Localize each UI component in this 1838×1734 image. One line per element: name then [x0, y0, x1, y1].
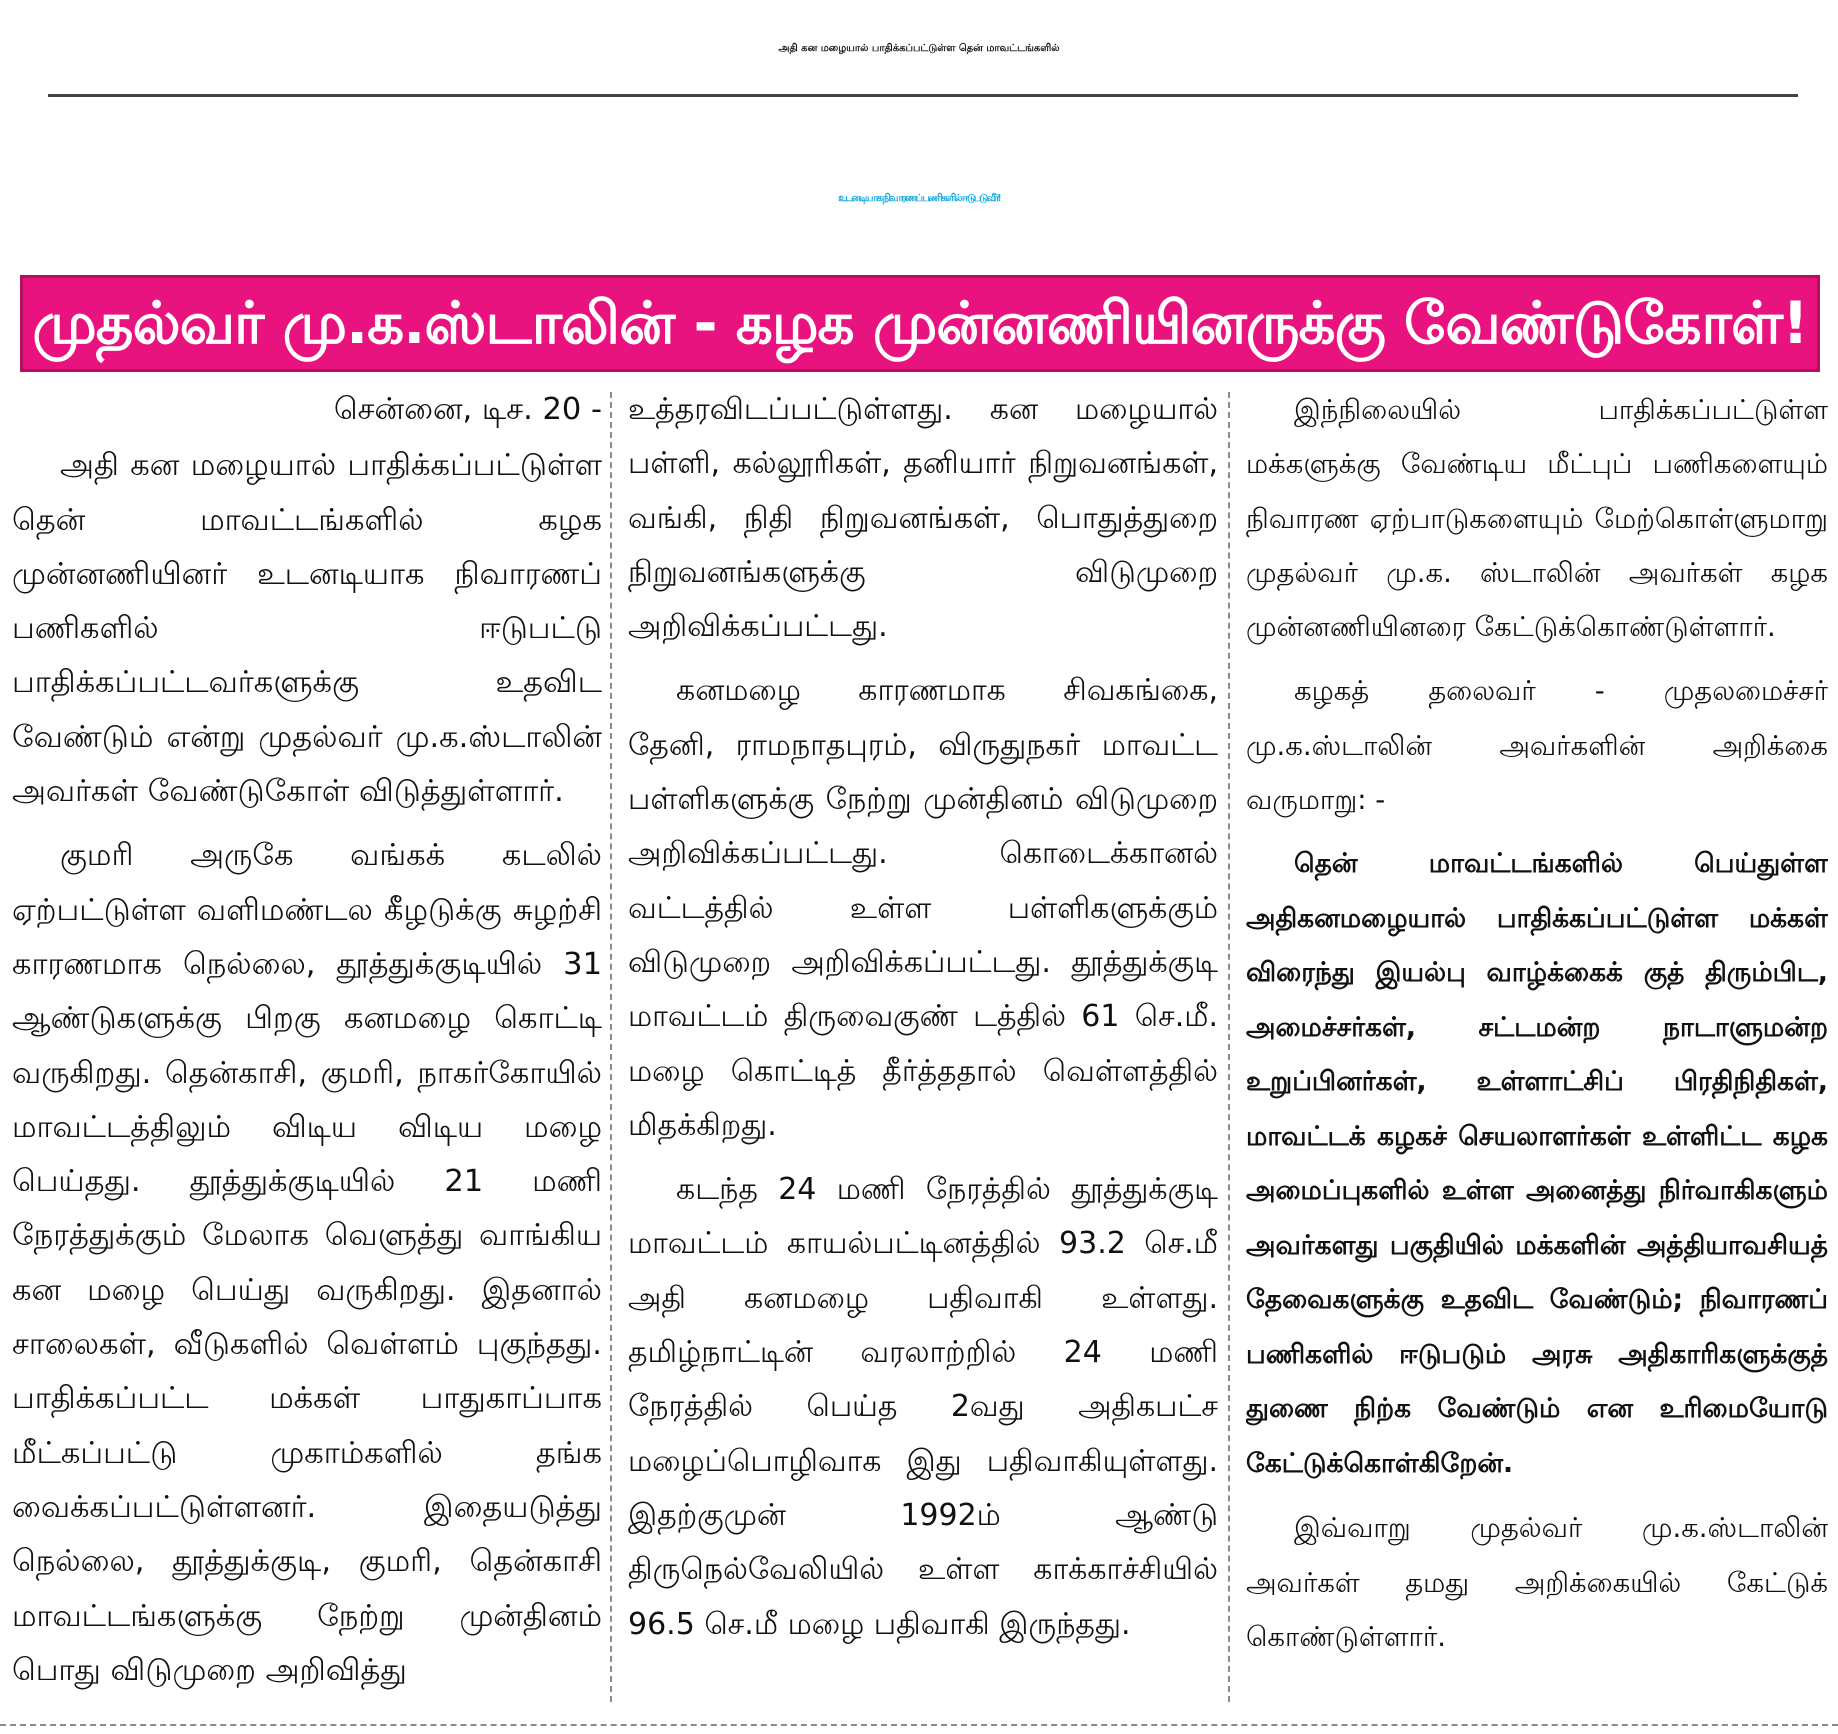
bottom-rule: [0, 1724, 1838, 1726]
article-paragraph: அதி கன மழையால் பாதிக்கப்பட்டுள்ள தென் மாவட்டங்களில் கழக முன்னணியினர் உடனடியாக நிவாரணப் பணிகளில் ஈடுபட்டு பாதிக்கப்பட்டவர்களுக்கு உதவிட வேண்டும் என்று முதல்வர் மு.க.ஸ்டாலின் அவர்கள் வேண்டுகோள் விடுத்துள்ளார்.: [12, 448, 602, 810]
subhead-banner: [20, 275, 1820, 372]
dateline: சென்னை, டிச. 20 -: [333, 392, 602, 427]
subhead-text: முதல்வர் மு.க.ஸ்டாலின் - கழக முன்னணியினருக்கு வேண்டுகோள்!: [32, 289, 1808, 357]
article-paragraph: இவ்வாறு முதல்வர் மு.க.ஸ்டாலின் அவர்கள் தமது அறிக்கையில் கேட்டுக் கொண்டுள்ளார்.: [1246, 1512, 1828, 1653]
kicker-rule: [48, 94, 1798, 97]
article-column-1: [12, 383, 602, 1708]
article-column-3: [1246, 383, 1828, 1708]
article-paragraph: உத்தரவிடப்பட்டுள்ளது. கன மழையால் பள்ளி, கல்லூரிகள், தனியார் நிறுவனங்கள், வங்கி, நிதி நிறுவனங்கள், பொதுத்துறை நிறுவனங்களுக்கு விடுமுறை அறிவிக்கப்பட்டது.: [628, 392, 1218, 645]
article-paragraph: கடந்த 24 மணி நேரத்தில் தூத்துக்குடி மாவட்டம் காயல்பட்டினத்தில் 93.2 செ.மீ அதி கனமழை பதிவாகி உள்ளது. தமிழ்நாட்டின் வரலாற்றில் 24 மணி நேரத்தில் பெய்த 2வது அதிகபட்ச மழைப்பொழிவாக இது பதிவாகியுள்ளது. இதற்குமுன் 1992ம் ஆண்டு திருநெல்வேலியில் உள்ள காக்காச்சியில் 96.5 செ.மீ மழை பதிவாகி இருந்தது.: [628, 1172, 1218, 1642]
main-headline: உடனடியாக நிவாரணப் பணிகளில் ஈடுபடுவீர்!: [838, 193, 1000, 204]
article-paragraph: கனமழை காரணமாக சிவகங்கை, தேனி, ராமநாதபுரம், விருதுநகர் மாவட்ட பள்ளிகளுக்கு நேற்று முன்தினம் விடுமுறை அறிவிக்கப்பட்டது. கொடைக்கானல் வட்டத்தில் உள்ள பள்ளிகளுக்கும் விடுமுறை அறிவிக்கப்பட்டது. தூத்துக்குடி மாவட்டம் திருவைகுண் டத்தில் 61 செ.மீ. மழை கொட்டித் தீர்த்ததால் வெள்ளத்தில் மிதக்கிறது.: [628, 673, 1218, 1143]
article-paragraph: கழகத் தலைவர் - முதலமைச்சர் மு.க.ஸ்டாலின் அவர்களின் அறிக்கை வருமாறு: -: [1246, 675, 1828, 817]
column-divider: [1228, 392, 1230, 1702]
article-column-2: [628, 383, 1218, 1708]
kicker-headline: அதி கன மழையால் பாதிக்கப்பட்டுள்ள தென் மாவட்டங்களில்: [778, 43, 1060, 54]
column-divider: [610, 392, 612, 1702]
statement-quote: தென் மாவட்டங்களில் பெய்துள்ள அதிகனமழையால் பாதிக்கப்பட்டுள்ள மக்கள் விரைந்து இயல்பு வாழ்க்கைக் குத் திரும்பிட, அமைச்சர்கள், சட்டமன்ற நாடாளுமன்ற உறுப்பினர்கள், உள்ளாட்சிப் பிரதிநிதிகள், மாவட்டக் கழகச் செயலாளர்கள் உள்ளிட்ட கழக அமைப்புகளில் உள்ள அனைத்து நிர்வாகிகளும் அவர்களது பகுதியில் மக்களின் அத்தியாவசியத் தேவைகளுக்கு உதவிட வேண்டும்; நிவாரணப் பணிகளில் ஈடுபடும் அரசு அதிகாரிகளுக்குத் துணை நிற்க வேண்டும் என உரிமையோடு கேட்டுக்கொள்கிறேன்.: [1246, 848, 1828, 1479]
article-paragraph: குமரி அருகே வங்கக் கடலில் ஏற்பட்டுள்ள வளிமண்டல கீழடுக்கு சுழற்சி காரணமாக நெல்லை, தூத்துக்குடியில் 31 ஆண்டுகளுக்கு பிறகு கனமழை கொட்டி வருகிறது. தென்காசி, குமரி, நாகர்கோயில் மாவட்டத்திலும் விடிய விடிய மழை பெய்தது. தூத்துக்குடியில் 21 மணி நேரத்துக்கும் மேலாக வெளுத்து வாங்கிய கன மழை பெய்து வருகிறது. இதனால் சாலைகள், வீடுகளில் வெள்ளம் புகுந்தது. பாதிக்கப்பட்ட மக்கள் பாதுகாப்பாக மீட்கப்பட்டு முகாம்களில் தங்க வைக்கப்பட்டுள்ளனர். இதையடுத்து நெல்லை, தூத்துக்குடி, குமரி, தென்காசி மாவட்டங்களுக்கு நேற்று முன்தினம் பொது விடுமுறை அறிவித்து: [12, 838, 602, 1688]
article-paragraph: இந்நிலையில் பாதிக்கப்பட்டுள்ள மக்களுக்கு வேண்டிய மீட்புப் பணிகளையும் நிவாரண ஏற்பாடுகளையும் மேற்கொள்ளுமாறு முதல்வர் மு.க. ஸ்டாலின் அவர்கள் கழக முன்னணியினரை கேட்டுக்கொண்டுள்ளார்.: [1246, 394, 1828, 644]
